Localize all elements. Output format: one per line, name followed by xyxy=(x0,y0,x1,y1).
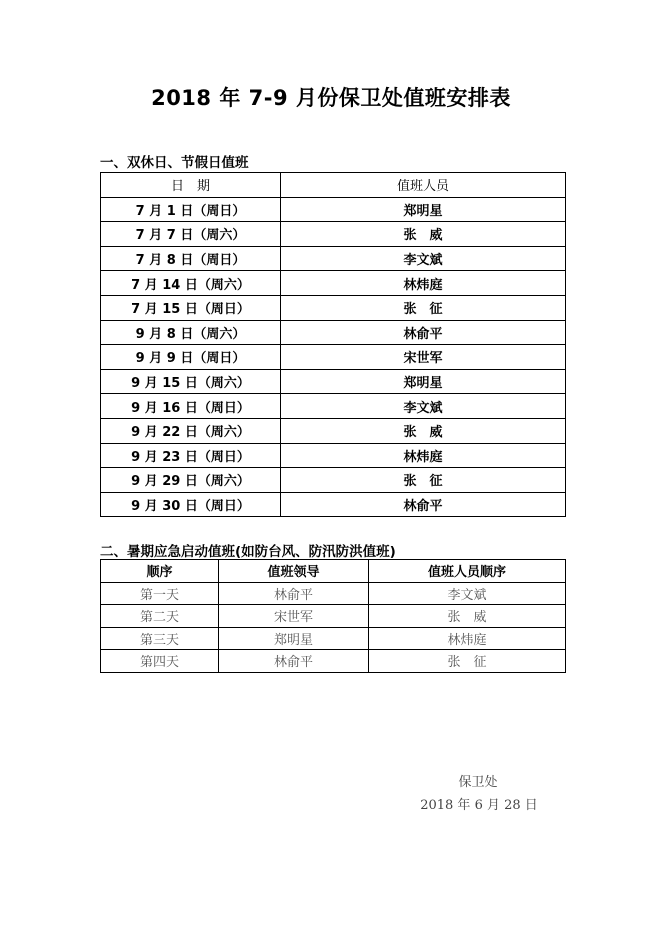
weekend-duty-table xyxy=(100,172,566,517)
table-row xyxy=(101,394,566,419)
date-cell: 9 月 23 日（周日） xyxy=(101,443,281,468)
order-column-header: 顺序 xyxy=(101,560,219,583)
table-row xyxy=(101,627,566,650)
section2-heading: 二、暑期应急启动值班(如防台风、防汛防洪值班) xyxy=(100,544,396,560)
table-row xyxy=(101,650,566,673)
page-title: 2018 年 7-9 月份保卫处值班安排表 xyxy=(151,86,511,110)
emergency-duty-table xyxy=(100,559,566,673)
order-cell: 第一天 xyxy=(101,582,219,605)
person-cell: 张 征 xyxy=(281,295,566,320)
table-row xyxy=(101,271,566,296)
signature-department: 保卫处 xyxy=(458,775,498,790)
leader-column-header: 值班领导 xyxy=(219,560,369,583)
staff-cell: 张 威 xyxy=(369,605,566,628)
person-cell: 林俞平 xyxy=(281,320,566,345)
table-row xyxy=(101,369,566,394)
leader-cell: 郑明星 xyxy=(219,627,369,650)
table-row xyxy=(101,295,566,320)
person-column-header: 值班人员 xyxy=(281,173,566,198)
date-cell: 9 月 30 日（周日） xyxy=(101,492,281,517)
date-cell: 7 月 14 日（周六） xyxy=(101,271,281,296)
table-row xyxy=(101,582,566,605)
date-cell: 7 月 15 日（周日） xyxy=(101,295,281,320)
date-cell: 9 月 8 日（周六） xyxy=(101,320,281,345)
section1-heading: 一、双休日、节假日值班 xyxy=(100,155,249,171)
table-row xyxy=(101,443,566,468)
leader-cell: 林俞平 xyxy=(219,650,369,673)
person-cell: 李文斌 xyxy=(281,246,566,271)
table-row xyxy=(101,320,566,345)
table-row xyxy=(101,246,566,271)
table-row xyxy=(101,492,566,517)
table-row xyxy=(101,418,566,443)
leader-cell: 林俞平 xyxy=(219,582,369,605)
person-cell: 张 威 xyxy=(281,418,566,443)
date-cell: 7 月 1 日（周日） xyxy=(101,197,281,222)
person-cell: 林炜庭 xyxy=(281,443,566,468)
date-column-header: 日 期 xyxy=(101,173,281,198)
person-cell: 郑明星 xyxy=(281,197,566,222)
table-row xyxy=(101,222,566,247)
table-header-row xyxy=(101,560,566,583)
date-cell: 9 月 15 日（周六） xyxy=(101,369,281,394)
date-cell: 9 月 22 日（周六） xyxy=(101,418,281,443)
order-cell: 第四天 xyxy=(101,650,219,673)
staff-cell: 李文斌 xyxy=(369,582,566,605)
signature-date: 2018 年 6 月 28 日 xyxy=(420,798,538,813)
table-row xyxy=(101,605,566,628)
date-cell: 7 月 8 日（周日） xyxy=(101,246,281,271)
staff-cell: 张 征 xyxy=(369,650,566,673)
order-cell: 第二天 xyxy=(101,605,219,628)
person-cell: 林俞平 xyxy=(281,492,566,517)
person-cell: 李文斌 xyxy=(281,394,566,419)
date-cell: 9 月 16 日（周日） xyxy=(101,394,281,419)
table-header-row xyxy=(101,173,566,198)
staff-column-header: 值班人员顺序 xyxy=(369,560,566,583)
table-row xyxy=(101,197,566,222)
order-cell: 第三天 xyxy=(101,627,219,650)
person-cell: 郑明星 xyxy=(281,369,566,394)
person-cell: 林炜庭 xyxy=(281,271,566,296)
table-row xyxy=(101,345,566,370)
person-cell: 张 征 xyxy=(281,468,566,493)
table-row xyxy=(101,468,566,493)
leader-cell: 宋世军 xyxy=(219,605,369,628)
person-cell: 宋世军 xyxy=(281,345,566,370)
date-cell: 7 月 7 日（周六） xyxy=(101,222,281,247)
date-cell: 9 月 29 日（周六） xyxy=(101,468,281,493)
person-cell: 张 威 xyxy=(281,222,566,247)
staff-cell: 林炜庭 xyxy=(369,627,566,650)
date-cell: 9 月 9 日（周日） xyxy=(101,345,281,370)
